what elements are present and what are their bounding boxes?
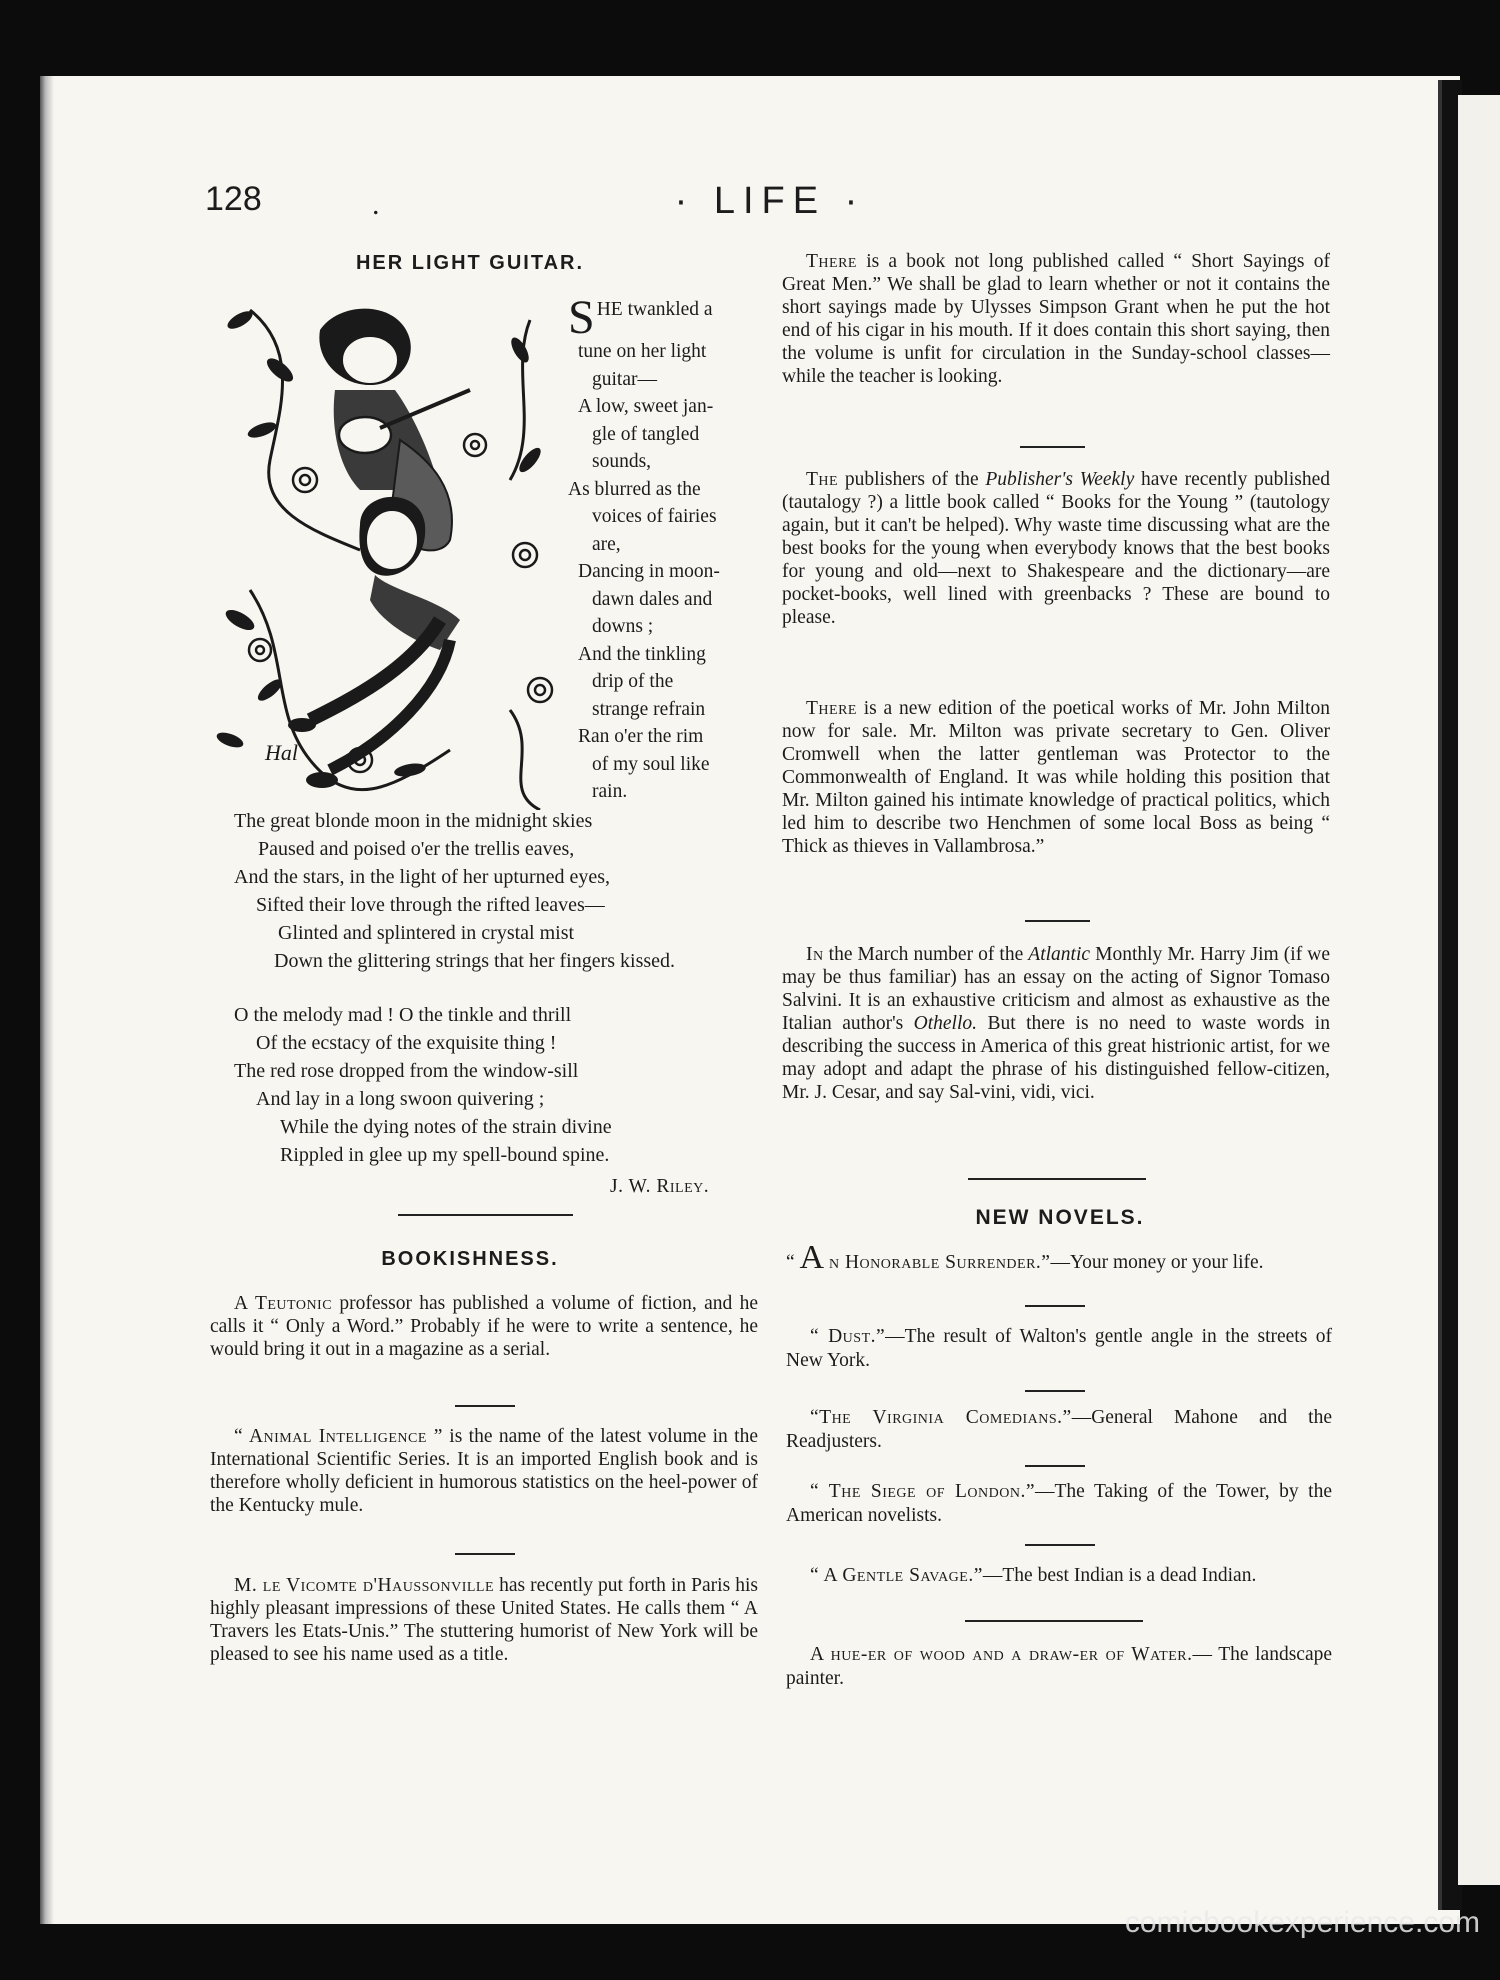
novel-item-1: “ A n Honorable Surrender.”—Your money or your life.: [786, 1239, 1264, 1276]
poem-line: The red rose dropped from the window-sill: [234, 1060, 579, 1082]
poem-line: The great blonde moon in the midnight skies: [234, 810, 593, 832]
page-number: 128: [205, 180, 262, 218]
paragraph-rule: [1025, 1544, 1095, 1546]
poem-line: Dancing in moon-: [578, 561, 720, 582]
novel-dropcap: A: [799, 1239, 825, 1276]
poem-line: tune on her light: [578, 341, 707, 362]
poem-line: Down the glittering strings that her fingers kissed.: [274, 950, 676, 972]
poem-stanza-1: [568, 291, 753, 806]
watermark: comicbookexperience.com: [1124, 1906, 1480, 1939]
right-paragraph-4: In the March number of the Atlantic Monthly Mr. Harry Jim (if we may be thus familiar) has an essay on the acting of Signor Tomaso Salvini. It is an exhaustive criticism and almost as exhaustive as the Italian author's Othello. But there is no need to waste words in describing the success in America of this great histrionic artist, for we may adopt and adapt the phrase of his distinguished fellow-citizen, Mr. J. Cesar, and say Sal-vini, vidi, vici.: [782, 944, 1330, 1103]
poem-dropcap: S: [568, 291, 595, 344]
section-divider: [965, 1620, 1143, 1622]
bookishness-title: BOOKISHNESS.: [381, 1248, 559, 1270]
page-gutter-shadow: [40, 76, 54, 1924]
right-paragraph-3: There is a new edition of the poetical works of Mr. John Milton now for sale. Mr. Milton was private secretary to Gen. Oliver Cromwell when the latter gentleman was Protector to the Commonwealth of England. It was while holding this position that Mr. Milton gained his intimate knowledge of practical politics, which led him to describe two Henchmen of some local Boss as being “ Thick as thieves in Vallambrosa.”: [782, 698, 1330, 857]
poem-line: gle of tangled: [592, 423, 700, 445]
bookishness-paragraph-1: A Teutonic professor has published a volume of fiction, and he calls it “ Only a Word.” Probably if he were to write a sentence, he would bring it out in a magazine as a serial.: [210, 1293, 758, 1360]
poem-author: J. W. Riley.: [610, 1176, 710, 1197]
poem-line: voices of fairies: [592, 506, 717, 527]
poem-line: Paused and poised o'er the trellis eaves,: [258, 838, 575, 860]
new-novels-title: NEW NOVELS.: [975, 1206, 1145, 1229]
novel-item-5: “ A Gentle Savage.”—The best Indian is a dead Indian.: [810, 1565, 1257, 1586]
poem-line: downs ;: [592, 616, 654, 637]
novel-item-2: “ Dust.”—The result of Walton's gentle angle in the streets of New York.: [786, 1326, 1332, 1371]
poem-line: While the dying notes of the strain divine: [280, 1116, 612, 1138]
illustration-signature: Hal: [265, 740, 298, 765]
section-divider: [398, 1214, 573, 1216]
poem-illustration: [210, 290, 560, 810]
poem-line: Sifted their love through the rifted leaves—: [256, 894, 605, 916]
poem-line: And the stars, in the light of her upturned eyes,: [234, 866, 611, 888]
poem-line: rain.: [592, 781, 628, 802]
paragraph-rule: [1025, 1390, 1085, 1392]
paragraph-rule: [1025, 920, 1090, 922]
paragraph-rule: [1025, 1465, 1085, 1467]
poem-line: strange refrain: [592, 698, 706, 720]
paragraph-rule: [1025, 1305, 1085, 1307]
poem-line: guitar—: [592, 368, 657, 390]
paragraph-rule: [1020, 446, 1085, 448]
poem-line: dawn dales and: [592, 588, 713, 610]
novel-item-4: “ The Siege of London.”—The Taking of the Tower, by the American novelists.: [786, 1481, 1332, 1526]
poem-line-1: HE twankled a: [596, 299, 713, 320]
poem-line: And lay in a long swoon quivering ;: [256, 1088, 545, 1110]
poem-line: Glinted and splintered in crystal mist: [278, 922, 575, 944]
poem-line: Of the ecstacy of the exquisite thing !: [256, 1032, 557, 1054]
poem-line: of my soul like: [592, 753, 710, 775]
poem-line: are,: [592, 533, 621, 555]
dot-mark: .: [372, 188, 380, 221]
paragraph-rule: [455, 1405, 515, 1407]
bookishness-paragraph-2: “ Animal Intelligence ” is the name of the latest volume in the International Scientific Series. It is an imported English book and is therefore wholly deficient in humorous statistics on the heel-power of the Kentucky mule.: [210, 1426, 758, 1516]
right-paragraph-2: The publishers of the Publisher's Weekly have recently published (tautalogy ?) a little book called “ Books for the Young ” (tautology again, but it can't be helped). Why waste time discussing what are the best books for the young when everybody knows that the best books for young and old—next to Shakespeare and the dictionary—are pocket-books, well lined with greenbacks ? These are bound to please.: [782, 469, 1330, 628]
poem-line: A low, sweet jan-: [578, 396, 714, 417]
poem-title: HER LIGHT GUITAR.: [355, 252, 585, 274]
poem-line: O the melody mad ! O the tinkle and thrill: [234, 1004, 572, 1026]
poem-line: drip of the: [592, 671, 674, 692]
novel-item-6: A hue-er of wood and a draw-er of Water.— The landscape painter.: [786, 1644, 1333, 1689]
novel-item-3: “The Virginia Comedians.”—General Mahone and the Readjusters.: [786, 1407, 1332, 1452]
poem-line: As blurred as the: [568, 478, 701, 500]
next-page-edge: [1458, 95, 1500, 1885]
paragraph-rule: [455, 1553, 515, 1555]
right-paragraph-1: There is a book not long published called “ Short Sayings of Great Men.” We shall be glad to learn whether or not it contains the short sayings made by Ulysses Simpson Grant when he put the hot end of his cigar in his mouth. If it does contain this short saying, then the volume is unfit for circulation in the Sunday-school classes—while the teacher is looking.: [782, 251, 1330, 387]
poem-line: Ran o'er the rim: [578, 726, 704, 747]
poem-line: And the tinkling: [578, 643, 706, 665]
poem-line: sounds,: [592, 451, 652, 472]
poem-stanza-1-lines: [568, 338, 753, 806]
bookishness-paragraph-3: M. le Vicomte d'Haussonville has recently put forth in Paris his highly pleasant impressions of these United States. He calls them “ A Travers les Etats-Unis.” The stuttering humorist of New York will be pleased to see his name used as a title.: [210, 1575, 758, 1665]
masthead-title: · LIFE ·: [674, 180, 866, 222]
poem-line: Rippled in glee up my spell-bound spine.: [280, 1144, 610, 1166]
section-divider: [968, 1178, 1146, 1180]
